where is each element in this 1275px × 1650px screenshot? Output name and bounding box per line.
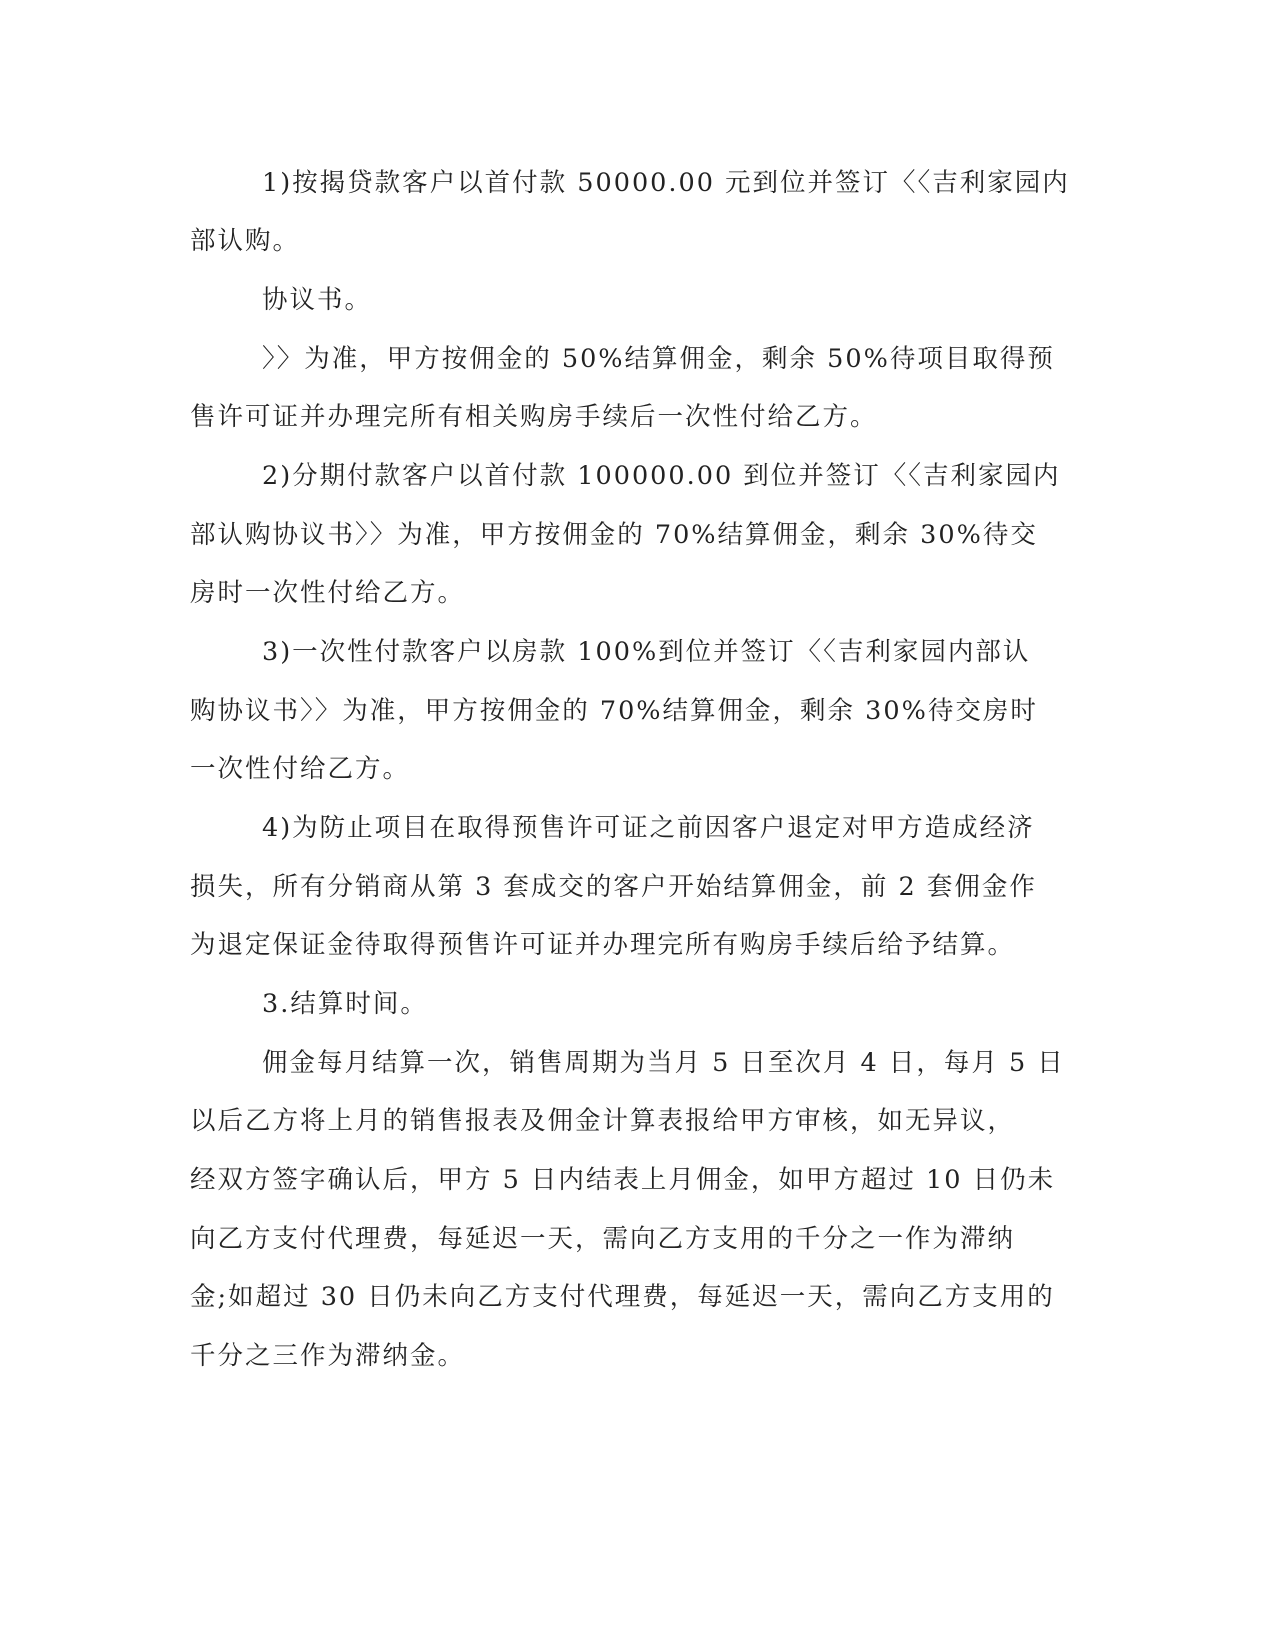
- text-line: 售许可证并办理完所有相关购房手续后一次性付给乙方。: [190, 402, 878, 432]
- text-line: 经双方签字确认后，甲方 5 日内结表上月佣金，如甲方超过 10 日仍未: [190, 1165, 1056, 1195]
- text-line: 金;如超过 30 日仍未向乙方支付代理费，每延迟一天，需向乙方支用的: [190, 1282, 1055, 1312]
- section-heading: 3.结算时间。: [262, 989, 428, 1019]
- text-line: 3)一次性付款客户以房款 100%到位并签订〈〈吉利家园内部认: [262, 637, 1031, 667]
- text-line: 部认购协议书〉〉为准，甲方按佣金的 70%结算佣金，剩余 30%待交: [190, 520, 1038, 550]
- text-line: 4)为防止项目在取得预售许可证之前因客户退定对甲方造成经济: [262, 813, 1035, 843]
- text-line: 房时一次性付给乙方。: [190, 578, 466, 608]
- text-line: 1)按揭贷款客户以首付款 50000.00 元到位并签订〈〈吉利家园内: [262, 168, 1070, 198]
- text-line: 损失，所有分销商从第 3 套成交的客户开始结算佣金，前 2 套佣金作: [190, 872, 1037, 902]
- text-line: 协议书。: [262, 285, 373, 315]
- text-line: 购协议书〉〉为准，甲方按佣金的 70%结算佣金，剩余 30%待交房时: [190, 696, 1038, 726]
- text-line: 为退定保证金待取得预售许可证并办理完所有购房手续后给予结算。: [190, 930, 1016, 960]
- text-line: 千分之三作为滞纳金。: [190, 1341, 466, 1371]
- text-line: 2)分期付款客户以首付款 100000.00 到位并签订〈〈吉利家园内: [262, 461, 1061, 491]
- text-line: 部认购。: [190, 226, 301, 256]
- text-line: 一次性付给乙方。: [190, 754, 411, 784]
- text-line: 〉〉为准，甲方按佣金的 50%结算佣金，剩余 50%待项目取得预: [262, 344, 1055, 374]
- text-line: 以后乙方将上月的销售报表及佣金计算表报给甲方审核，如无异议，: [190, 1106, 1016, 1136]
- text-line: 佣金每月结算一次，销售周期为当月 5 日至次月 4 日，每月 5 日: [262, 1048, 1065, 1078]
- text-line: 向乙方支付代理费，每延迟一天，需向乙方支用的千分之一作为滞纳: [190, 1224, 1016, 1254]
